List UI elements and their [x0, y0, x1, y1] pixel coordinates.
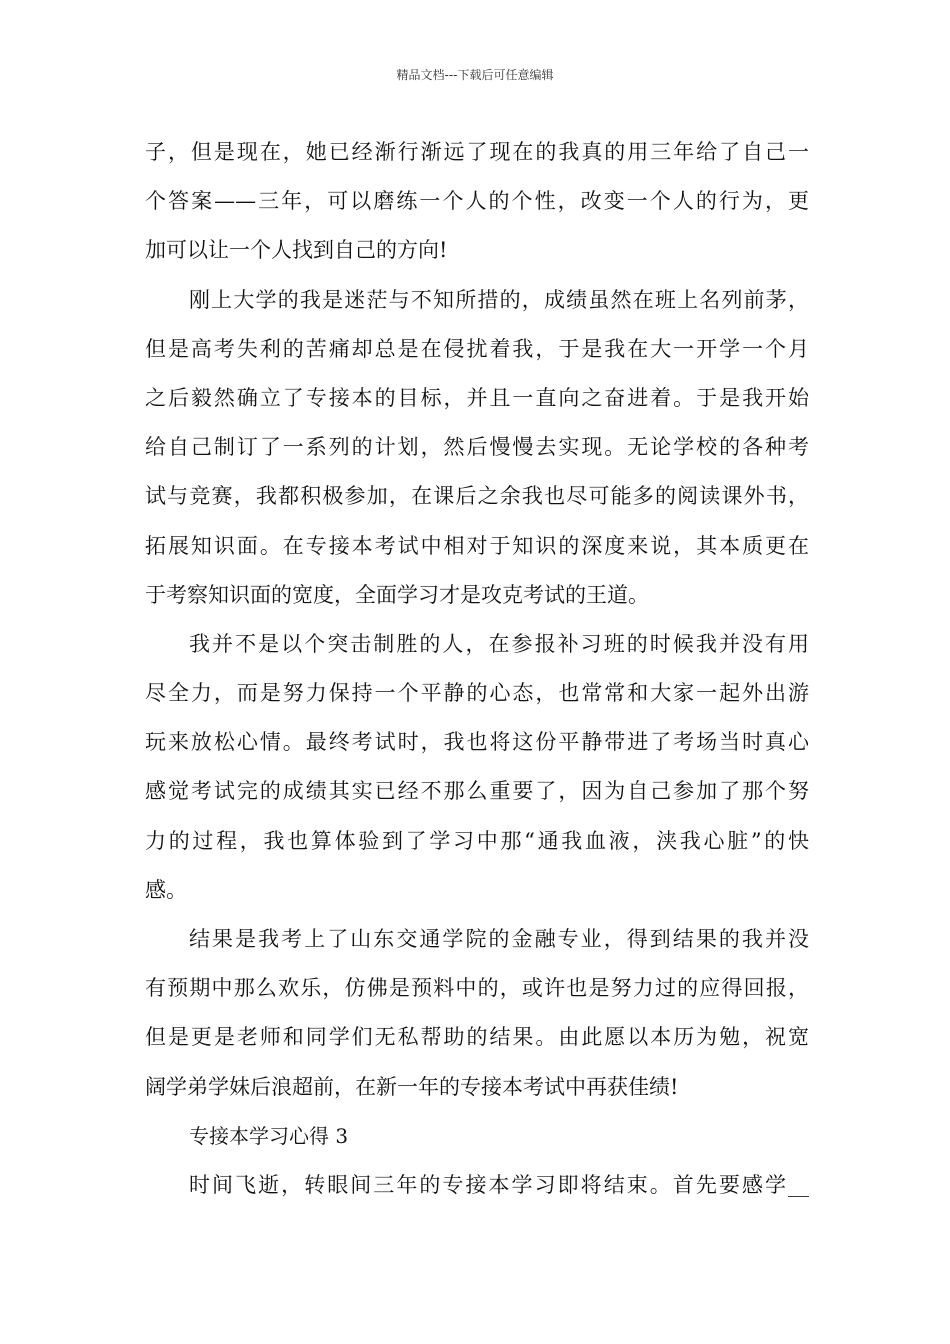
- text-line: 但是更是老师和同学们无私帮助的结果。由此愿以本历为勉，祝宽: [145, 1025, 809, 1050]
- text-line: 有预期中那么欢乐，仿佛是预料中的，或许也是努力过的应得回报，: [145, 976, 809, 1001]
- text-line: 尽全力，而是努力保持一个平静的心态，也常常和大家一起外出游: [145, 681, 809, 706]
- text-line: 给自己制订了一系列的计划，然后慢慢去实现。无论学校的各种考: [145, 435, 809, 460]
- text-line: 玩来放松心情。最终考试时，我也将这份平静带进了考场当时真心: [145, 730, 809, 755]
- text-line: 感觉考试完的成绩其实已经不那么重要了，因为自己参加了那个努: [145, 779, 809, 804]
- text-line: 力的过程，我也算体验到了学习中那“通我血液，浃我心脏”的快: [145, 828, 809, 853]
- page-header: 精品文档---下载后可任意编辑: [396, 68, 554, 82]
- document-body: [145, 128, 809, 1210]
- text-line: 于考察知识面的宽度，全面学习才是攻克考试的王道。: [145, 582, 649, 607]
- text-line: 试与竞赛，我都积极参加，在课后之余我也尽可能多的阅读课外书，: [145, 484, 809, 509]
- text-line: 时间飞逝，转眼间三年的专接本学习即将结束。首先要感学__: [189, 1172, 809, 1197]
- text-line: 加可以让一个人找到自己的方向!: [145, 238, 448, 263]
- text-line: 我并不是以个突击制胜的人，在参报补习班的时候我并没有用: [189, 631, 809, 656]
- text-line: 之后毅然确立了专接本的目标，并且一直向之奋进着。于是我开始: [145, 385, 809, 410]
- text-line: 阔学弟学妹后浪超前，在新一年的专接本考试中再获佳绩!: [145, 1074, 679, 1099]
- text-line: 刚上大学的我是迷茫与不知所措的，成绩虽然在班上名列前茅，: [189, 287, 809, 312]
- text-line: 感。: [145, 877, 187, 902]
- text-line: 子，但是现在，她已经渐行渐远了现在的我真的用三年给了自己一: [145, 140, 809, 164]
- text-line: 拓展知识面。在专接本考试中相对于知识的深度来说，其本质更在: [145, 533, 809, 558]
- text-line: 结果是我考上了山东交通学院的金融专业，得到结果的我并没: [189, 927, 809, 951]
- text-line: 个答案——三年，可以磨练一个人的个性，改变一个人的行为，更: [145, 189, 809, 214]
- section-heading: 专接本学习心得 3: [189, 1123, 349, 1148]
- text-line: 但是高考失利的苦痛却总是在侵扰着我，于是我在大一开学一个月: [145, 336, 809, 361]
